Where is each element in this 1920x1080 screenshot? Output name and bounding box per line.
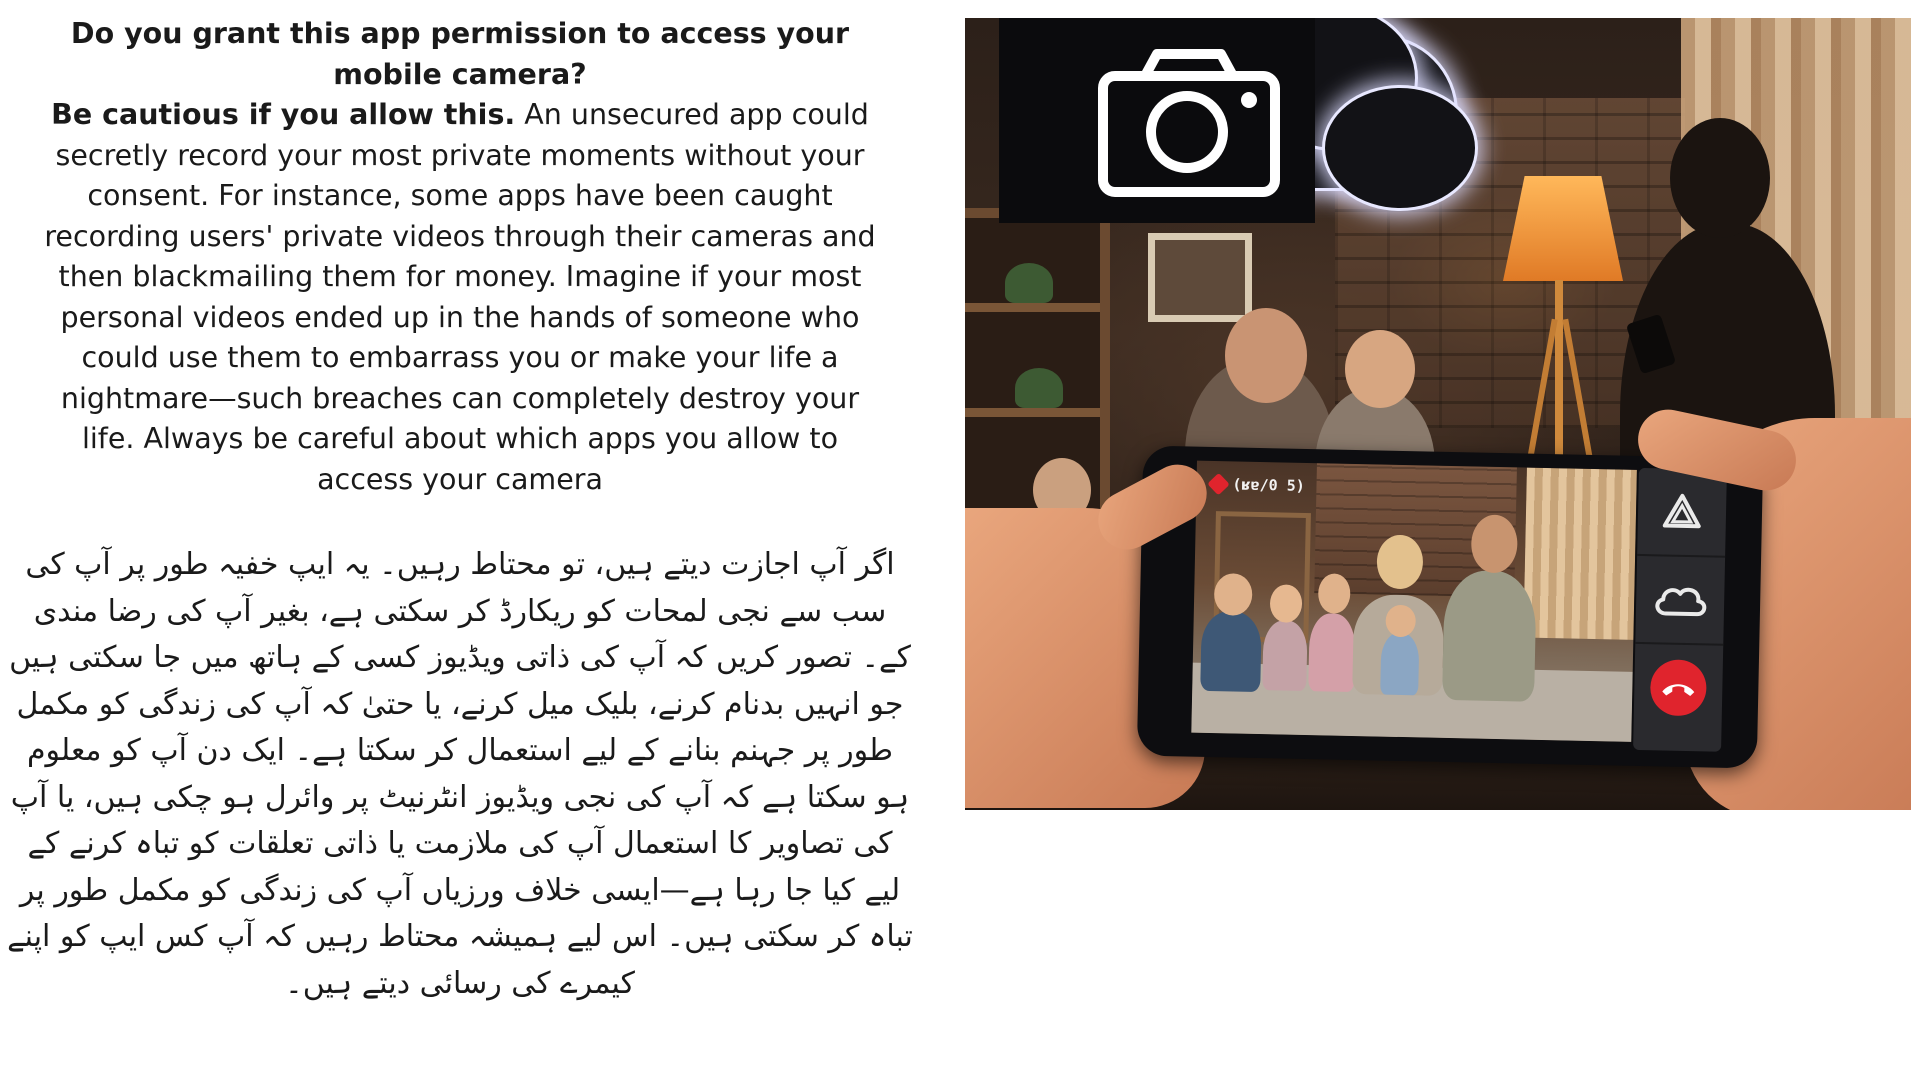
english-paragraph [40, 95, 880, 500]
control-triangle[interactable] [1637, 468, 1727, 558]
control-cloud[interactable] [1635, 556, 1725, 646]
record-icon [1207, 473, 1230, 496]
screen-child [1308, 613, 1356, 692]
cloud-icon [1652, 581, 1709, 618]
screen-father [1442, 570, 1537, 702]
illustration [965, 18, 1911, 810]
heading: Do you grant this app permission to access your mobile camera? [70, 17, 850, 91]
cloud-puff [1325, 88, 1475, 208]
shelf [965, 408, 1100, 417]
call-controls [1633, 468, 1727, 752]
english-body: An unsecured app could secretly record your most private moments without your consent. For instance, some apps have been caught recording users' private videos through their cameras and then blackmailing them for money. Imagine if your most personal videos ended up in the hands of someone who could use them to embarrass you or make your life a nightmare—such breaches can completely destroy your life. Always be careful about which apps you allow to access your camera [44, 98, 876, 496]
caution-lead: Be cautious if you allow this. [51, 98, 516, 131]
recording-indicator [1210, 475, 1305, 495]
camera-icon [1097, 48, 1281, 198]
recording-label: (ʁɐ/0 5) [1232, 475, 1305, 495]
screen-head [1318, 573, 1351, 614]
phone-screen [1191, 461, 1637, 742]
potted-plant [1005, 263, 1053, 303]
control-end-call[interactable] [1633, 644, 1723, 732]
triangle-icon [1661, 491, 1704, 532]
picture-frame [1148, 233, 1252, 322]
text-column [0, 14, 920, 1007]
person-head [1345, 330, 1415, 408]
shelf [965, 303, 1100, 312]
screen-child [1200, 611, 1262, 692]
end-call-icon [1648, 657, 1709, 718]
screen-toddler [1380, 633, 1419, 696]
urdu-paragraph: اگر آپ اجازت دیتے ہیں، تو محتاط رہیں۔ یہ ایپ خفیہ طور پر آپ کی سب سے نجی لمحات کو ریکارڈ کر سکتی ہے، بغیر آپ کی رضا مندی کے۔ تصور کریں کہ آپ کی ذاتی ویڈیوز کسی کے ہاتھ میں جا سکتی ہیں جو انہیں بدنام کرنے، بلیک میل کرنے، یا حتیٰ کہ آپ کی زندگی کو مکمل طور پر جہنم بنانے کے لیے استعمال کر سکتا ہے۔ ایک دن آپ کو معلوم ہو سکتا ہے کہ آپ کی نجی ویڈیوز انٹرنیٹ پر وائرل ہو چکی ہیں، یا آپ کی تصاویر کا استعمال آپ کی ملازمت یا ذاتی تعلقات کو تباہ کرنے کے لیے کیا جا رہا ہے—ایسی خلاف ورزیاں آپ کی زندگی کو مکمل طور پر تباہ کر سکتی ہیں۔ اس لیے ہمیشہ محتاط رہیں کہ آپ کس ایپ کو اپنے کیمرے کی رسائی دیتے ہیں۔ [7, 547, 913, 1001]
camera-badge [999, 18, 1315, 223]
english-text-block [0, 14, 920, 500]
smartphone [1137, 446, 1763, 769]
person-head [1225, 308, 1307, 403]
potted-plant [1015, 368, 1063, 408]
screen-child [1262, 620, 1307, 691]
screen-curtain [1523, 468, 1637, 640]
silhouette-head [1670, 118, 1770, 238]
